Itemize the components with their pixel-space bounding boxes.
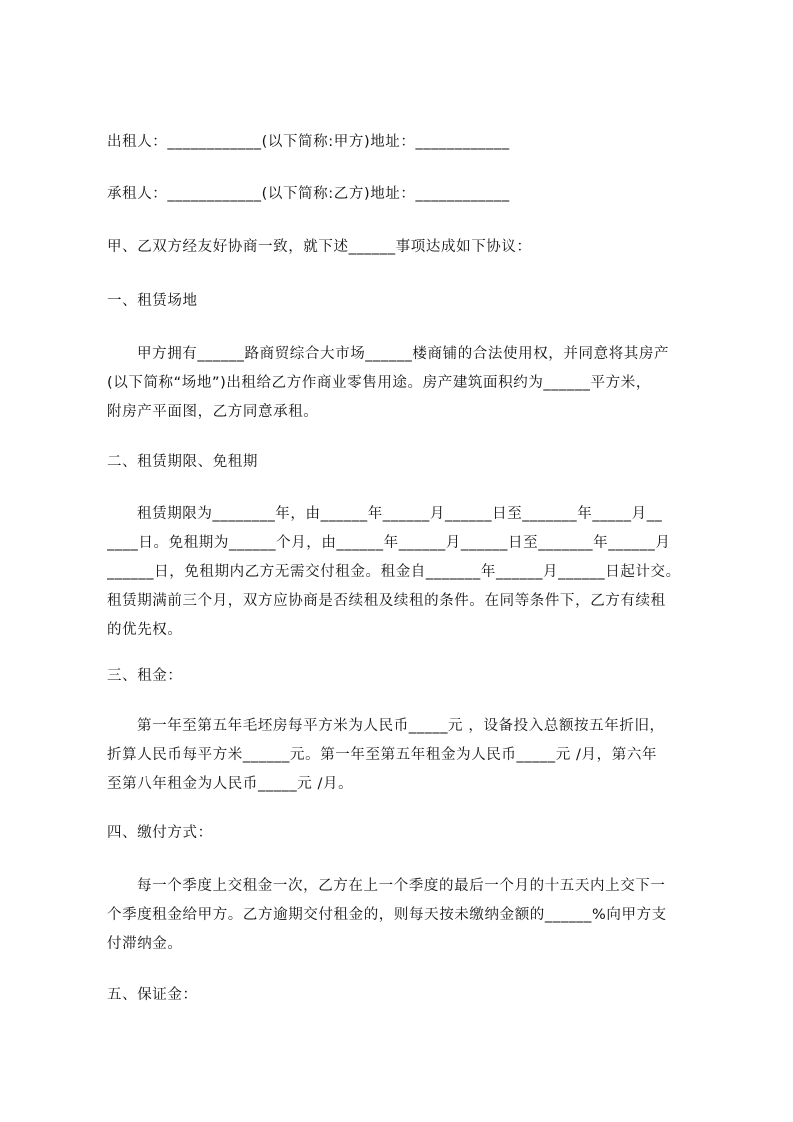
- section-3-line-2: 折算人民币每平方米______元。第一年至第五年租金为人民币_____元 /月，第六年: [107, 747, 658, 763]
- section-4-line-2: 个季度租金给甲方。乙方逾期交付租金的，则每天按未缴纳金额的______%向甲方支: [107, 907, 667, 923]
- lessee-line: 承租人：____________(以下简称:乙方)地址：____________: [107, 186, 510, 202]
- lessor-line: 出租人：____________(以下简称:甲方)地址：____________: [107, 134, 510, 150]
- section-heading-1: 一、租赁场地: [107, 293, 198, 309]
- section-2-line-1: 租赁期限为________年，由______年______月______日至_______年_____月__: [137, 506, 663, 522]
- section-2-line-3: ______日，免租期内乙方无需交付租金。租金自_______年______月______日起计交。: [107, 564, 681, 580]
- section-1-line-3: 附房产平面图，乙方同意承租。: [107, 404, 319, 420]
- section-heading-2: 二、租赁期限、免租期: [107, 454, 258, 470]
- section-heading-5: 五、保证金：: [107, 987, 198, 1003]
- section-3-line-1: 第一年至第五年毛坯房每平方米为人民币_____元 ，设备投入总额按五年折旧，: [137, 718, 665, 734]
- section-4-line-3: 付滞纳金。: [107, 936, 183, 952]
- section-2-line-2: ____日。免租期为______个月，由______年______月______日至_______年______月: [107, 535, 671, 551]
- section-1-line-1: 甲方拥有______路商贸综合大市场______楼商铺的合法使用权，并同意将其房产: [137, 346, 670, 362]
- preamble: 甲、乙双方经友好协商一致，就下述______事项达成如下协议：: [107, 239, 532, 255]
- section-3-line-3: 至第八年租金为人民币_____元 /月。: [107, 776, 354, 792]
- section-2-line-4: 租赁期满前三个月，双方应协商是否续租及续租的条件。在同等条件下，乙方有续租: [107, 593, 666, 609]
- section-heading-4: 四、缴付方式：: [107, 825, 213, 841]
- section-4-line-1: 每一个季度上交租金一次，乙方在上一个季度的最后一个月的十五天内上交下一: [137, 878, 666, 894]
- section-2-line-5: 的优先权。: [107, 622, 183, 638]
- section-body-4: [107, 872, 699, 959]
- section-body-2: [107, 500, 699, 645]
- section-body-1: [107, 340, 699, 427]
- section-body-3: [107, 712, 699, 799]
- section-heading-3: 三、租金：: [107, 668, 183, 684]
- section-1-line-2: (以下简称“场地”)出租给乙方作商业零售用途。房产建筑面积约为______平方米，: [107, 375, 651, 391]
